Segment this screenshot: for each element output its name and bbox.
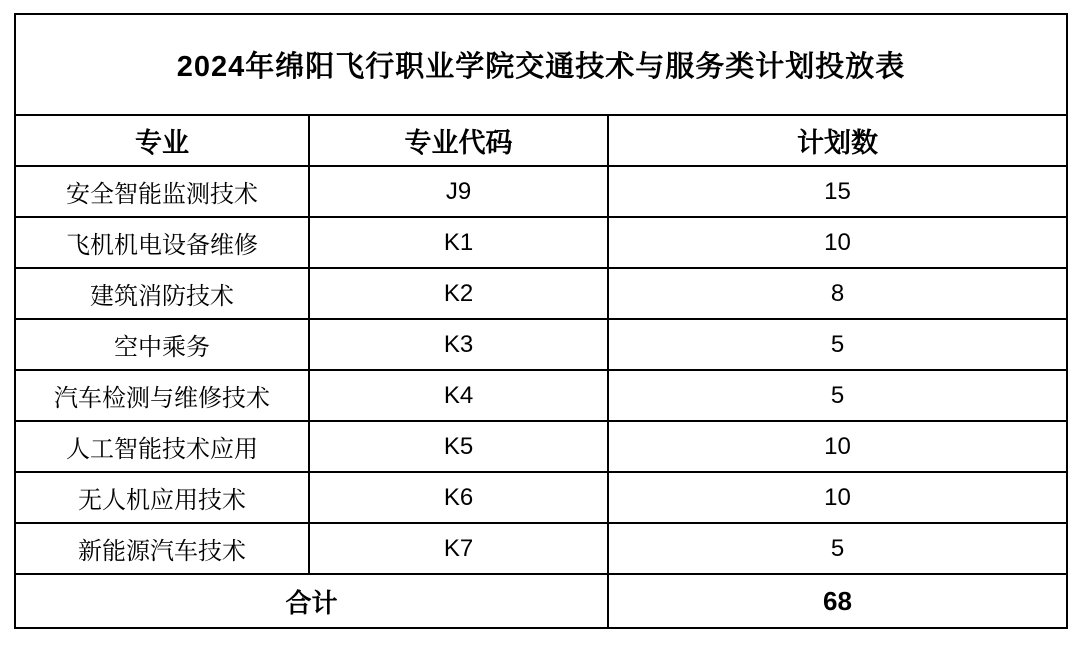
code-cell: K2: [309, 268, 608, 319]
code-cell: K7: [309, 523, 608, 574]
code-cell: K1: [309, 217, 608, 268]
table-row: [15, 319, 1067, 370]
major-cell: 无人机应用技术: [15, 472, 309, 523]
code-cell: K5: [309, 421, 608, 472]
major-cell: 汽车检测与维修技术: [15, 370, 309, 421]
total-row: [15, 574, 1067, 628]
count-cell: 15: [608, 166, 1067, 217]
table-row: [15, 523, 1067, 574]
column-header-plan-count: 计划数: [608, 115, 1067, 166]
major-cell: 新能源汽车技术: [15, 523, 309, 574]
count-cell: 5: [608, 319, 1067, 370]
table-row: [15, 472, 1067, 523]
major-cell: 飞机机电设备维修: [15, 217, 309, 268]
table-row: [15, 166, 1067, 217]
total-value: 68: [608, 574, 1067, 628]
table-row: [15, 370, 1067, 421]
code-cell: K3: [309, 319, 608, 370]
major-cell: 空中乘务: [15, 319, 309, 370]
count-cell: 10: [608, 472, 1067, 523]
count-cell: 5: [608, 370, 1067, 421]
code-cell: K4: [309, 370, 608, 421]
title-row: [15, 14, 1067, 115]
count-cell: 8: [608, 268, 1067, 319]
header-row: [15, 115, 1067, 166]
total-label: 合计: [15, 574, 608, 628]
major-cell: 安全智能监测技术: [15, 166, 309, 217]
major-cell: 建筑消防技术: [15, 268, 309, 319]
column-header-major: 专业: [15, 115, 309, 166]
table-title: 2024年绵阳飞行职业学院交通技术与服务类计划投放表: [15, 14, 1067, 115]
count-cell: 5: [608, 523, 1067, 574]
plan-table: [14, 13, 1068, 629]
count-cell: 10: [608, 217, 1067, 268]
table-row: [15, 421, 1067, 472]
code-cell: K6: [309, 472, 608, 523]
major-cell: 人工智能技术应用: [15, 421, 309, 472]
column-header-major-code: 专业代码: [309, 115, 608, 166]
count-cell: 10: [608, 421, 1067, 472]
table-row: [15, 217, 1067, 268]
table-row: [15, 268, 1067, 319]
code-cell: J9: [309, 166, 608, 217]
